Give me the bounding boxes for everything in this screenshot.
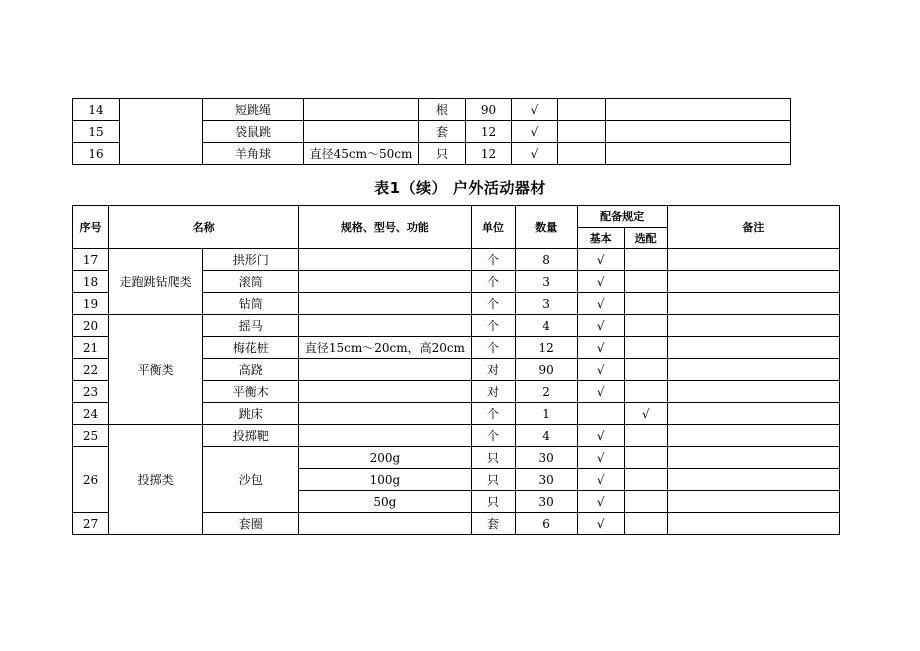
item-name: 平衡木: [203, 381, 299, 403]
item-optional: √: [624, 403, 667, 425]
item-optional: [558, 121, 606, 143]
item-qty: 1: [515, 403, 577, 425]
item-name: 摇马: [203, 315, 299, 337]
item-unit: 个: [471, 315, 515, 337]
item-basic: √: [577, 337, 624, 359]
item-note: [667, 381, 839, 403]
row-number: 25: [73, 425, 109, 447]
item-note: [667, 249, 839, 271]
row-number: 19: [73, 293, 109, 315]
item-basic: √: [577, 469, 624, 491]
item-spec: 200g: [299, 447, 471, 469]
item-qty: 12: [466, 143, 512, 165]
item-name: 投掷靶: [203, 425, 299, 447]
item-unit: 套: [419, 121, 466, 143]
item-optional: [558, 99, 606, 121]
item-note: [667, 359, 839, 381]
category-cell: [120, 99, 203, 165]
item-unit: 对: [471, 381, 515, 403]
item-note: [667, 293, 839, 315]
item-name: 袋鼠跳: [203, 121, 304, 143]
row-number: 27: [73, 513, 109, 535]
item-unit: 个: [471, 271, 515, 293]
header-unit: 单位: [471, 206, 515, 249]
item-spec: [299, 359, 471, 381]
item-basic: √: [577, 491, 624, 513]
header-optional: 选配: [624, 227, 667, 249]
item-name: 钻筒: [203, 293, 299, 315]
item-unit: 个: [471, 403, 515, 425]
item-basic: √: [577, 381, 624, 403]
item-note: [667, 513, 839, 535]
row-number: 18: [73, 271, 109, 293]
item-optional: [624, 469, 667, 491]
row-number: 15: [73, 121, 120, 143]
header-qty: 数量: [515, 206, 577, 249]
item-name: 滚筒: [203, 271, 299, 293]
item-qty: 30: [515, 491, 577, 513]
item-note: [667, 447, 839, 469]
item-spec: 直径15cm～20cm，高20cm: [299, 337, 471, 359]
row-number: 16: [73, 143, 120, 165]
header-spec: 规格、型号、功能: [299, 206, 471, 249]
item-note: [606, 99, 791, 121]
outdoor-equipment-table: [72, 205, 840, 535]
header-basic: 基本: [577, 227, 624, 249]
item-spec: [299, 271, 471, 293]
item-optional: [624, 447, 667, 469]
item-name: 梅花桩: [203, 337, 299, 359]
table-row: [73, 99, 791, 121]
item-note: [667, 491, 839, 513]
item-spec: [299, 315, 471, 337]
item-unit: 根: [419, 99, 466, 121]
item-optional: [558, 143, 606, 165]
item-spec: 100g: [299, 469, 471, 491]
item-basic: √: [577, 425, 624, 447]
item-unit: 个: [471, 425, 515, 447]
category-balance: 平衡类: [109, 315, 203, 425]
item-optional: [624, 491, 667, 513]
item-basic: √: [512, 99, 558, 121]
table-title: 表1（续） 户外活动器材: [374, 179, 546, 197]
item-optional: [624, 381, 667, 403]
header-name: 名称: [109, 206, 299, 249]
item-qty: 4: [515, 425, 577, 447]
header-note: 备注: [667, 206, 839, 249]
row-number: 23: [73, 381, 109, 403]
item-qty: 90: [466, 99, 512, 121]
item-basic: √: [577, 249, 624, 271]
item-optional: [624, 425, 667, 447]
item-basic: √: [577, 293, 624, 315]
item-optional: [624, 359, 667, 381]
item-qty: 3: [515, 293, 577, 315]
row-number: 24: [73, 403, 109, 425]
item-spec: 直径45cm～50cm: [304, 143, 419, 165]
item-optional: [624, 293, 667, 315]
header-no: 序号: [73, 206, 109, 249]
item-spec: [299, 513, 471, 535]
item-spec: [299, 249, 471, 271]
header-row: [73, 206, 840, 228]
item-spec: [299, 403, 471, 425]
item-unit: 对: [471, 359, 515, 381]
item-note: [667, 425, 839, 447]
item-name: 羊角球: [203, 143, 304, 165]
row-number: 14: [73, 99, 120, 121]
row-number: 26: [73, 447, 109, 513]
header-config: 配备规定: [577, 206, 667, 228]
item-qty: 12: [515, 337, 577, 359]
table-row: [73, 315, 840, 337]
item-optional: [624, 271, 667, 293]
item-qty: 30: [515, 469, 577, 491]
item-note: [667, 469, 839, 491]
item-note: [667, 271, 839, 293]
item-basic: √: [512, 143, 558, 165]
row-number: 21: [73, 337, 109, 359]
item-basic: √: [577, 315, 624, 337]
item-qty: 90: [515, 359, 577, 381]
item-unit: 只: [419, 143, 466, 165]
item-note: [667, 315, 839, 337]
item-qty: 3: [515, 271, 577, 293]
item-optional: [624, 315, 667, 337]
item-qty: 30: [515, 447, 577, 469]
item-name: 拱形门: [203, 249, 299, 271]
category-run: 走跑跳钻爬类: [109, 249, 203, 315]
item-unit: 个: [471, 249, 515, 271]
item-basic: √: [512, 121, 558, 143]
item-name: 高跷: [203, 359, 299, 381]
item-qty: 4: [515, 315, 577, 337]
row-number: 22: [73, 359, 109, 381]
item-note: [606, 121, 791, 143]
item-name: 沙包: [203, 447, 299, 513]
continued-table-top: [72, 98, 791, 165]
item-basic: √: [577, 359, 624, 381]
item-unit: 个: [471, 293, 515, 315]
item-unit: 个: [471, 337, 515, 359]
item-optional: [624, 337, 667, 359]
item-note: [667, 403, 839, 425]
table-row: [73, 425, 840, 447]
item-qty: 6: [515, 513, 577, 535]
table-row: [73, 249, 840, 271]
item-qty: 2: [515, 381, 577, 403]
category-throw: 投掷类: [109, 425, 203, 535]
item-spec: [299, 381, 471, 403]
item-unit: 只: [471, 447, 515, 469]
item-name: 跳床: [203, 403, 299, 425]
item-basic: [577, 403, 624, 425]
item-basic: √: [577, 271, 624, 293]
item-unit: 套: [471, 513, 515, 535]
item-name: 套圈: [203, 513, 299, 535]
item-optional: [624, 513, 667, 535]
item-unit: 只: [471, 469, 515, 491]
item-basic: √: [577, 447, 624, 469]
row-number: 17: [73, 249, 109, 271]
item-unit: 只: [471, 491, 515, 513]
item-note: [667, 337, 839, 359]
item-qty: 8: [515, 249, 577, 271]
item-basic: √: [577, 513, 624, 535]
item-spec: [304, 121, 419, 143]
item-qty: 12: [466, 121, 512, 143]
item-spec: 50g: [299, 491, 471, 513]
item-spec: [299, 425, 471, 447]
item-spec: [299, 293, 471, 315]
item-note: [606, 143, 791, 165]
item-spec: [304, 99, 419, 121]
row-number: 20: [73, 315, 109, 337]
item-name: 短跳绳: [203, 99, 304, 121]
item-optional: [624, 249, 667, 271]
